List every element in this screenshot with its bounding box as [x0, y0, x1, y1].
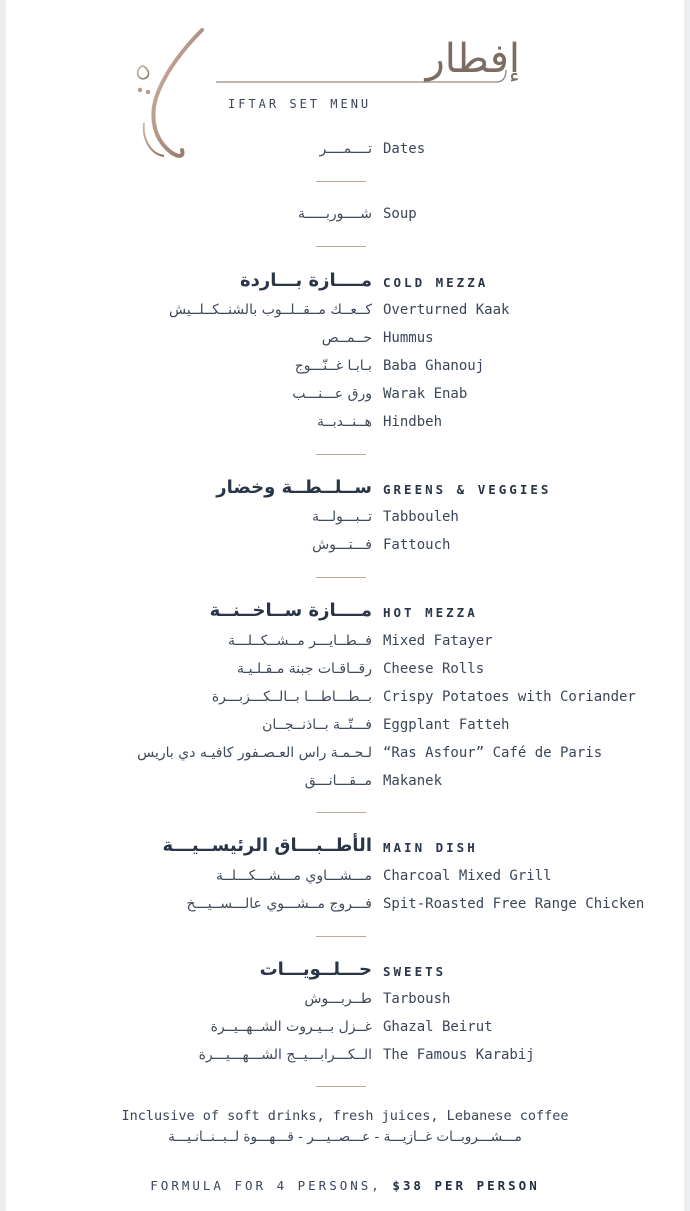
item-name-ar: غــزل بــيـروت الشــهــيــرة [210, 1019, 372, 1035]
section-heading-en: HOT MEZZA [383, 605, 478, 620]
item-name-en: “Ras Asfour” Café de Paris [383, 745, 603, 761]
menu-item [6, 358, 684, 382]
item-name-en: Warak Enab [383, 386, 468, 402]
menu-item [6, 991, 684, 1015]
item-name-ar: طــربـــوش [304, 991, 372, 1007]
formula-text: FORMULA FOR 4 PERSONS, [150, 1178, 382, 1193]
menu-item [6, 773, 684, 797]
item-name-ar: لـحـمـة راس العـصـفور كافيـه دي باريس [137, 745, 372, 761]
section-divider [316, 577, 366, 578]
item-name-en: Makanek [383, 773, 443, 789]
section-divider [316, 936, 366, 937]
menu-item [6, 1047, 684, 1071]
item-name-ar: رقــاقـات جبنة مـقـلـيـة [236, 661, 372, 677]
menu-item [6, 414, 684, 438]
section-heading-ar: مــــازة بـــاردة [240, 270, 372, 291]
menu-item [6, 868, 684, 892]
item-name-en: Eggplant Fatteh [383, 717, 510, 733]
section-divider [316, 181, 366, 182]
iftar-title-ar: إفطار [425, 36, 520, 82]
menu-item [6, 689, 684, 713]
menu-card [6, 0, 684, 1211]
item-name-en: Tabbouleh [383, 509, 459, 525]
item-name-en: Crispy Potatoes with Coriander [383, 689, 636, 705]
item-name-en: Baba Ghanouj [383, 358, 485, 374]
section-divider [316, 454, 366, 455]
item-name-en: The Famous Karabij [383, 1047, 535, 1063]
item-name-ar: حــمــص [321, 330, 372, 346]
inclusive-note-en: Inclusive of soft drinks, fresh juices, Lebanese coffee [121, 1108, 569, 1124]
item-name-en: Charcoal Mixed Grill [383, 868, 552, 884]
section-heading-ar: حـــلــويـــات [259, 959, 372, 980]
item-name-en: Cheese Rolls [383, 661, 485, 677]
menu-item [6, 717, 684, 741]
section-heading-cold-mezza [6, 270, 684, 298]
item-name-en: Tarboush [383, 991, 451, 1007]
section-heading-ar: ســلــطــة وخضار [216, 477, 372, 498]
section-heading-hot-mezza [6, 600, 684, 628]
section-heading-en: MAIN DISH [383, 840, 478, 855]
menu-item [6, 896, 684, 920]
item-name-ar: هــنــدبــة [317, 414, 372, 430]
section-heading-ar: الأطــبـــاق الرئيســيـــة [162, 835, 372, 856]
item-name-en: Hummus [383, 330, 434, 346]
section-heading-en: SWEETS [383, 964, 447, 979]
section-heading-ar: مــــازة ســاخــنــة [209, 600, 372, 621]
item-name-en: Spit-Roasted Free Range Chicken [383, 896, 645, 912]
item-name-ar: فـــتـــوش [312, 537, 372, 553]
section-heading-main-dish [6, 835, 684, 863]
menu-item-dates [6, 141, 684, 165]
section-heading-en: COLD MEZZA [383, 275, 489, 290]
item-name-ar: تــــمــــر [319, 141, 372, 157]
formula-line [6, 1178, 684, 1193]
section-divider [316, 812, 366, 813]
item-name-ar: فـــروج مــشـــوي عالـــســيـــخ [186, 896, 372, 912]
menu-item [6, 745, 684, 769]
item-name-ar: مـــشـــاوي مـــشـــكـــلــة [215, 868, 372, 884]
item-name-en: Dates [383, 141, 426, 157]
price-per-person: $38 PER PERSON [392, 1178, 540, 1193]
item-name-en: Fattouch [383, 537, 451, 553]
menu-item-soup [6, 206, 684, 230]
item-name-ar: مــقـــانـــق [304, 773, 372, 789]
item-name-ar: شــــوربـــــة [297, 206, 372, 222]
menu-item [6, 386, 684, 410]
section-heading-greens [6, 477, 684, 505]
menu-subtitle: IFTAR SET MENU [228, 97, 372, 111]
section-divider [316, 1086, 366, 1087]
menu-item [6, 633, 684, 657]
item-name-en: Overturned Kaak [383, 302, 510, 318]
section-divider [316, 246, 366, 247]
menu-item [6, 537, 684, 561]
menu-item [6, 330, 684, 354]
section-heading-sweets [6, 959, 684, 987]
item-name-ar: بــطـــاطـــا بــالــكـــزبـــرة [211, 689, 372, 705]
section-heading-en: GREENS & VEGGIES [383, 482, 552, 497]
item-name-ar: الــكـــرابـــيــج الشـــهـــيـــرة [198, 1047, 372, 1063]
menu-item [6, 302, 684, 326]
item-name-ar: ورق عـــنـــب [292, 386, 372, 402]
item-name-ar: كــعــك مــقــلــوب بالشنــكــلــيش [169, 302, 372, 318]
menu-item [6, 509, 684, 533]
menu-item [6, 1019, 684, 1043]
item-name-en: Soup [383, 206, 417, 222]
item-name-ar: تــبـــولـــة [312, 509, 372, 525]
item-name-ar: بـابـا غــنّـــوج [294, 358, 372, 374]
item-name-ar: فـــتّــة بــاذنــجــان [262, 717, 372, 733]
item-name-en: Ghazal Beirut [383, 1019, 493, 1035]
item-name-en: Mixed Fatayer [383, 633, 493, 649]
item-name-en: Hindbeh [383, 414, 443, 430]
item-name-ar: فــطــايـــر مــشــكــلـــة [228, 633, 372, 649]
menu-item [6, 661, 684, 685]
inclusive-note-ar: مـــشـــروبــات غــازيـــة - عـــصــيـــر - قـــهـــوة لــبــنــانـيـــة [168, 1129, 522, 1145]
